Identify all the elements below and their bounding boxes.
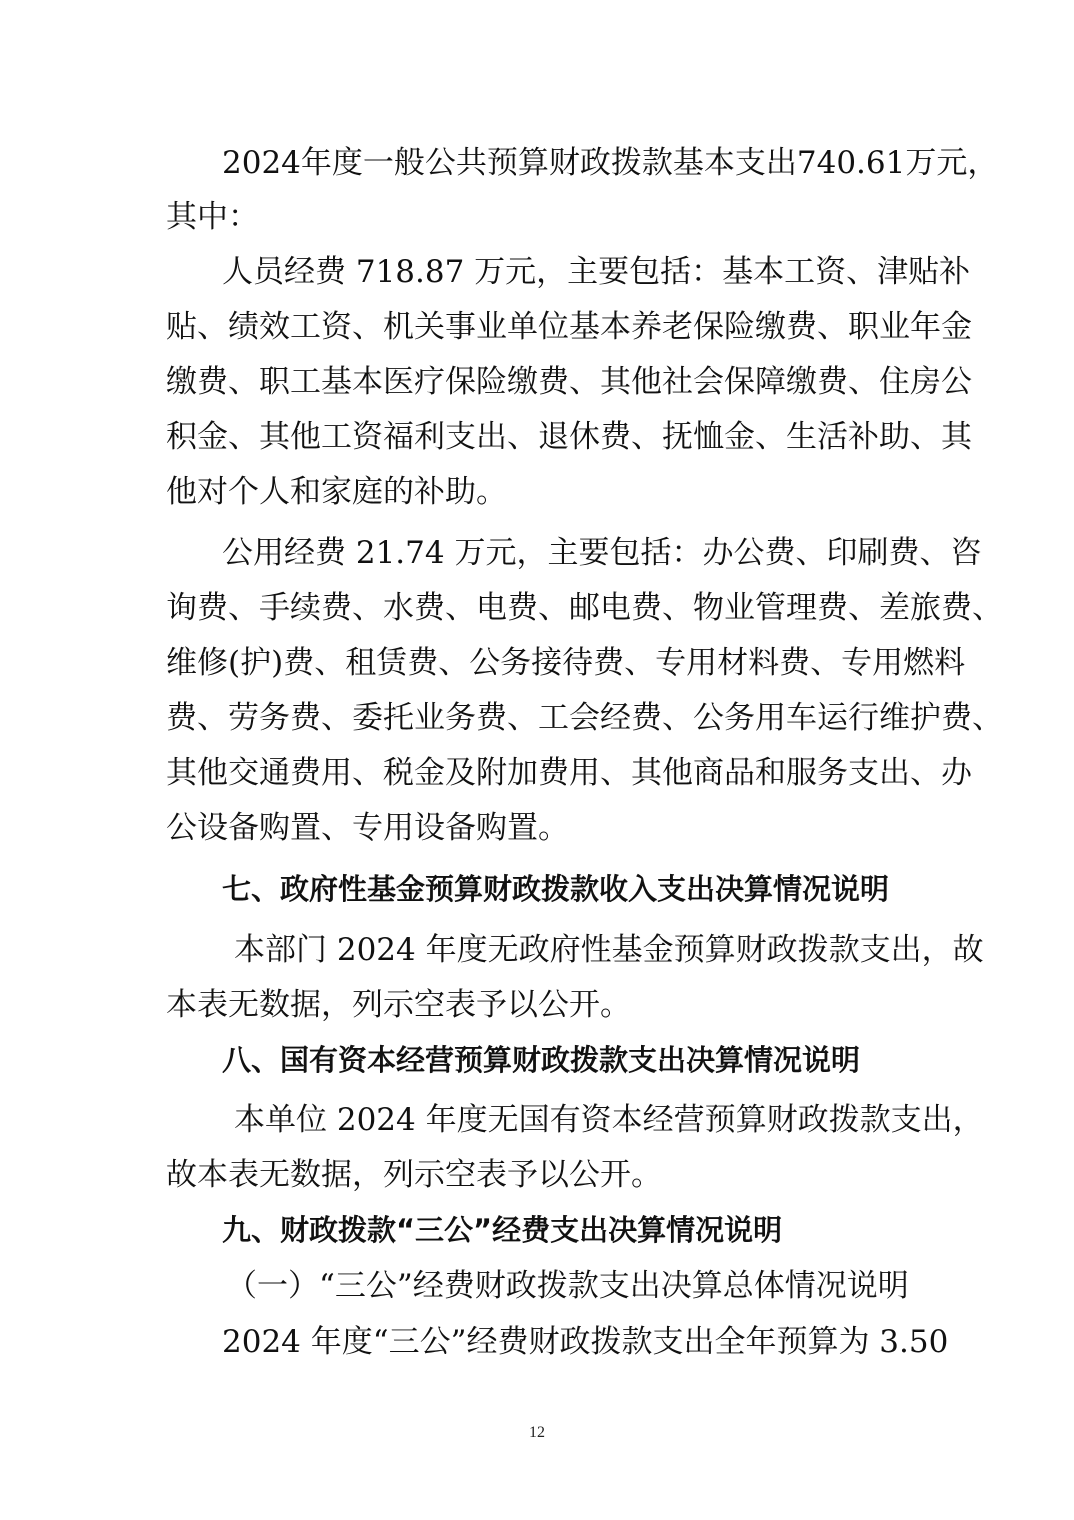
paragraph-line: 2024年度一般公共预算财政拨款基本支出740.61万元，	[222, 145, 999, 181]
page-number: 12	[529, 1424, 545, 1441]
paragraph-line: 贴、绩效工资、机关事业单位基本养老保险缴费、职业年金	[166, 309, 972, 345]
paragraph-line: 公用经费 21.74 万元，主要包括：办公费、印刷费、咨	[222, 535, 982, 571]
section-heading: 八、国有资本经营预算财政拨款支出决算情况说明	[222, 1043, 861, 1077]
paragraph-line: 其中：	[166, 199, 259, 235]
section-heading: 七、政府性基金预算财政拨款收入支出决算情况说明	[222, 872, 890, 906]
paragraph-line: 积金、其他工资福利支出、退休费、抚恤金、生活补助、其	[166, 419, 972, 455]
paragraph-line: 缴费、职工基本医疗保险缴费、其他社会保障缴费、住房公	[166, 364, 972, 400]
paragraph-line: 其他交通费用、税金及附加费用、其他商品和服务支出、办	[166, 755, 972, 791]
subsection-heading: （一）“三公”经费财政拨款支出决算总体情况说明	[226, 1268, 909, 1304]
paragraph-line: 2024 年度“三公”经费财政拨款支出全年预算为 3.50	[222, 1324, 949, 1360]
paragraph-line: 公设备购置、专用设备购置。	[166, 810, 569, 846]
paragraph-line: 人员经费 718.87 万元，主要包括：基本工资、津贴补	[222, 254, 971, 290]
paragraph-line: 维修(护)费、租赁费、公务接待费、专用材料费、专用燃料	[166, 645, 966, 681]
paragraph-line: 费、劳务费、委托业务费、工会经费、公务用车运行维护费、	[166, 700, 1003, 736]
paragraph-line: 本单位 2024 年度无国有资本经营预算财政拨款支出，	[234, 1102, 984, 1138]
paragraph-line: 本部门 2024 年度无政府性基金预算财政拨款支出，故	[234, 932, 984, 968]
section-heading: 九、财政拨款“三公”经费支出决算情况说明	[222, 1213, 783, 1247]
paragraph-line: 他对个人和家庭的补助。	[166, 474, 507, 510]
paragraph-line: 故本表无数据，列示空表予以公开。	[166, 1157, 662, 1193]
paragraph-line: 询费、手续费、水费、电费、邮电费、物业管理费、差旅费、	[166, 590, 1003, 626]
paragraph-line: 本表无数据，列示空表予以公开。	[166, 987, 631, 1023]
